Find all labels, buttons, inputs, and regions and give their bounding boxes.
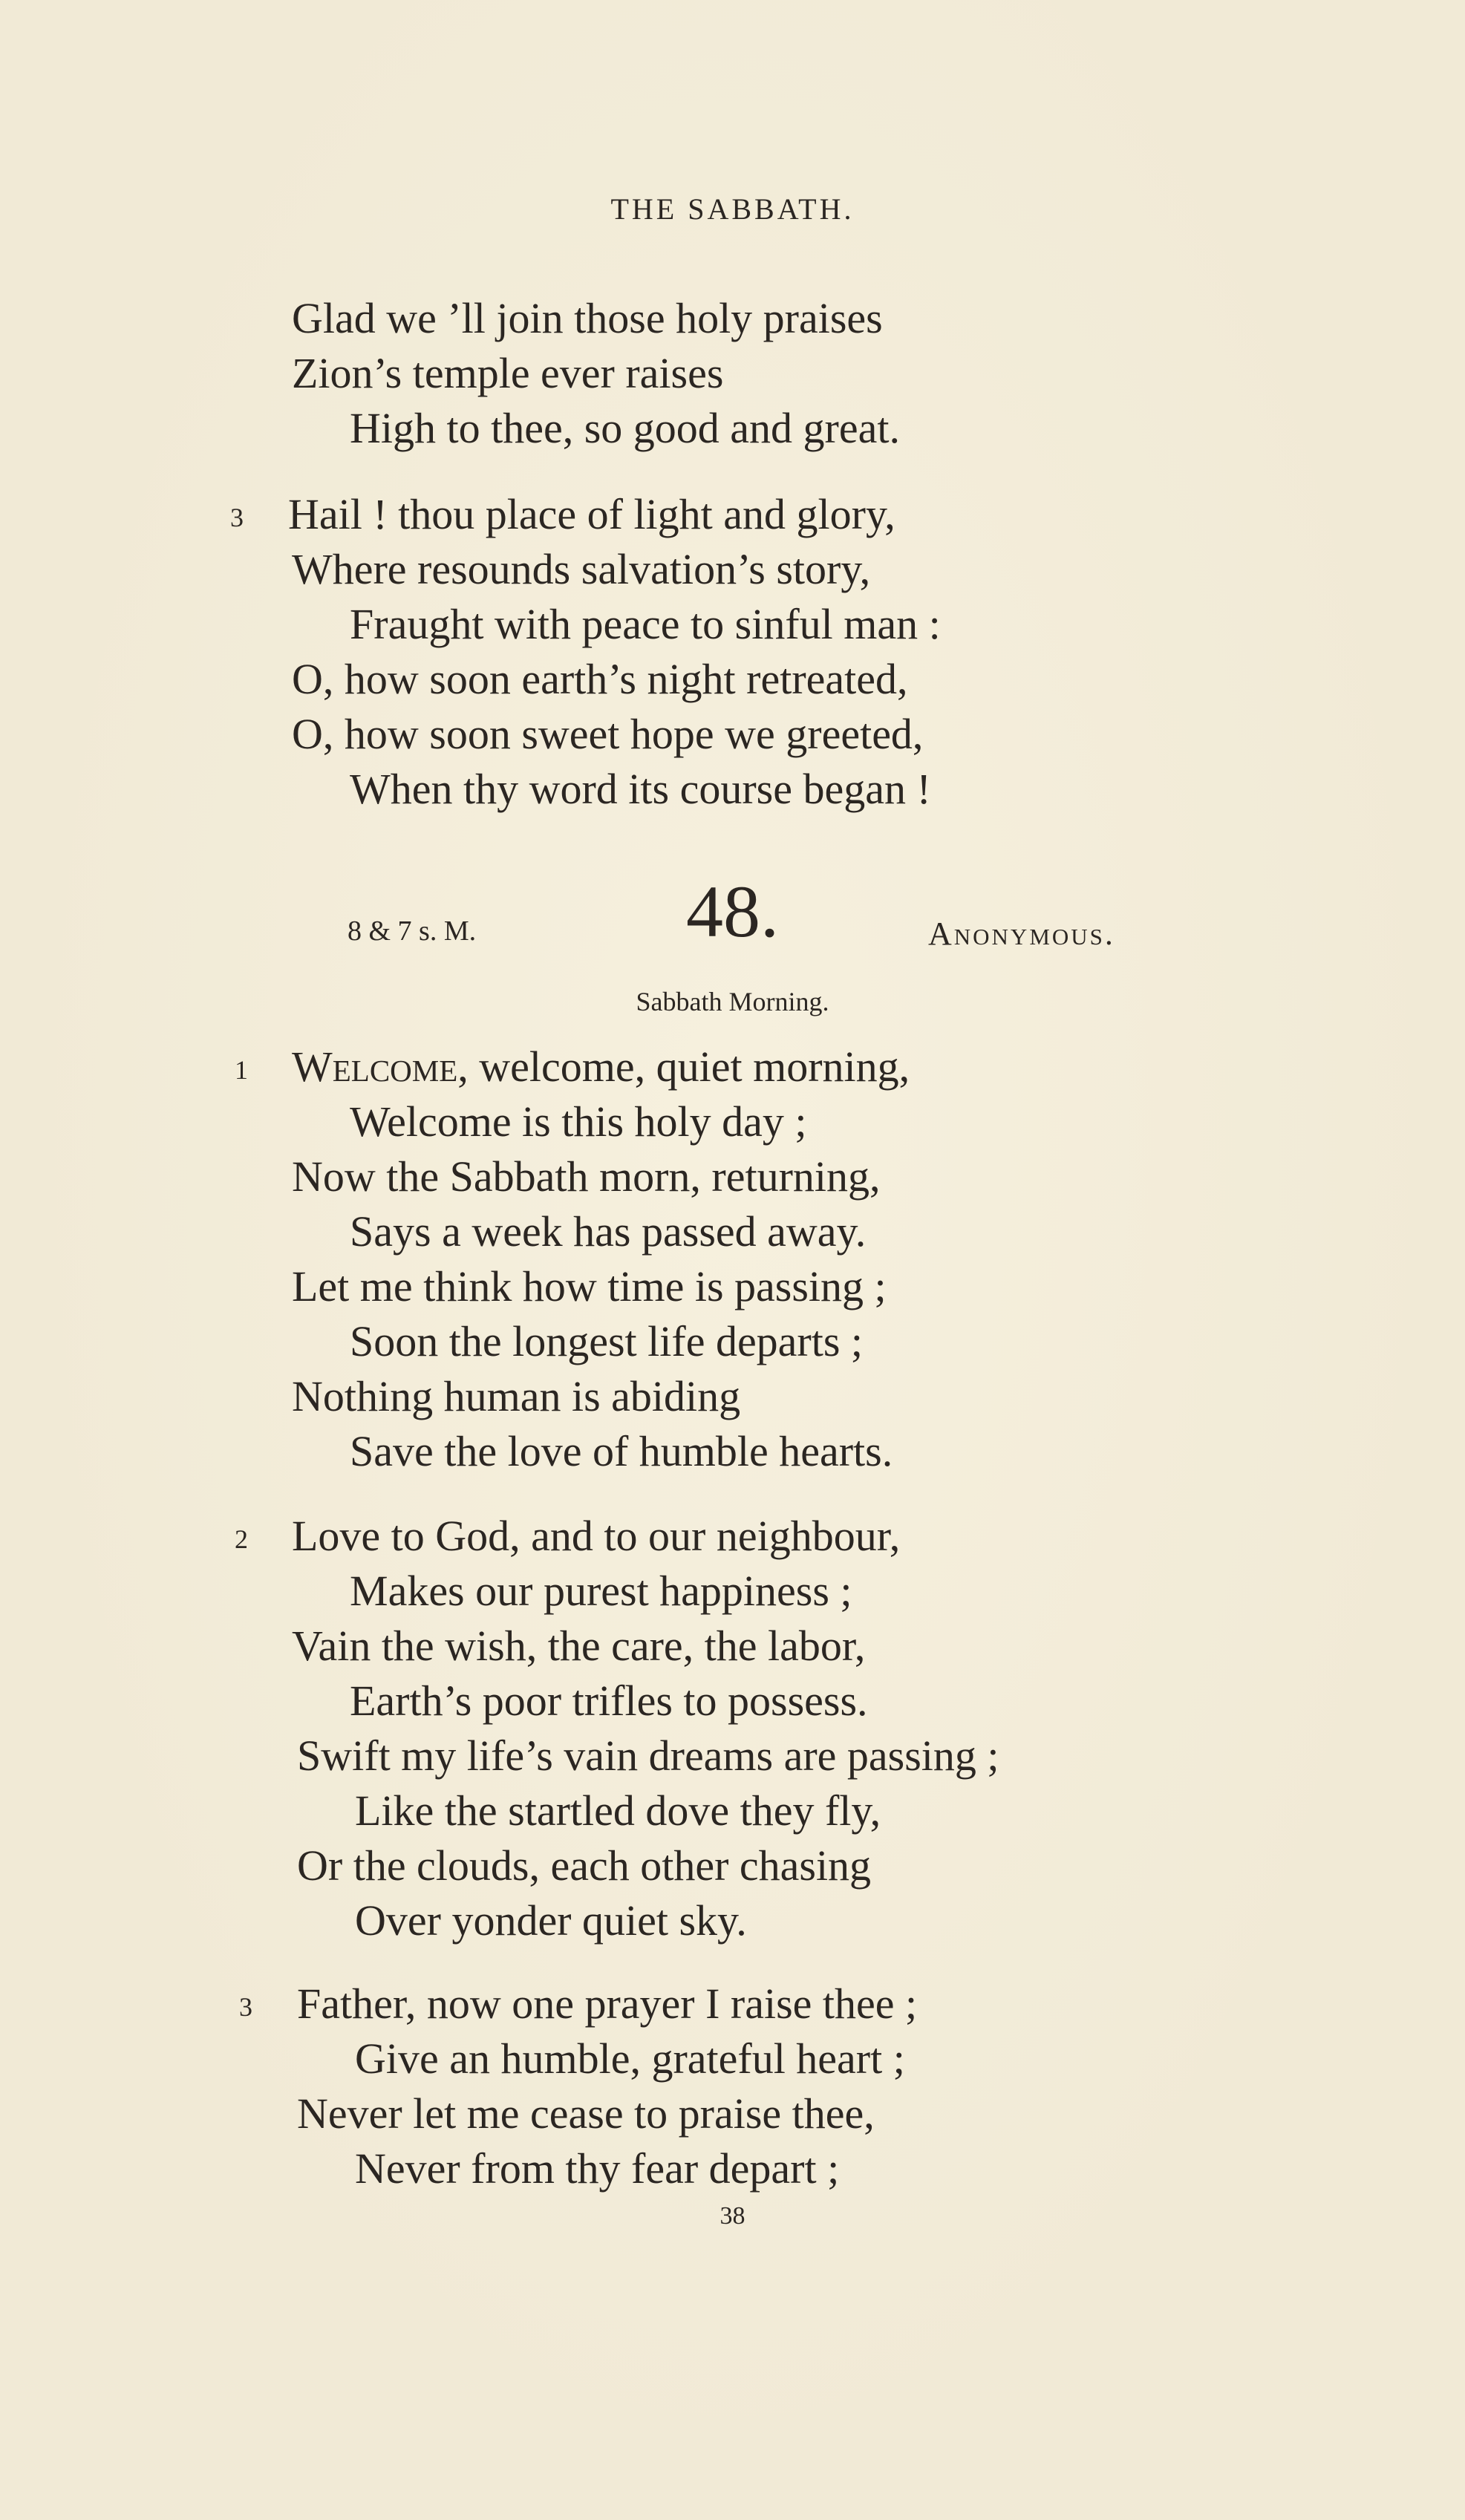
hymn-number: 48. [686, 870, 779, 953]
verse-line: Fraught with peace to sinful man : [350, 600, 941, 648]
verse-line: O, how soon earth’s night retreated, [292, 655, 908, 703]
verse-line: Vain the wish, the care, the labor, [292, 1622, 866, 1670]
stanza-number: 3 [230, 503, 244, 532]
verse-line: Never let me cease to praise thee, [297, 2089, 875, 2138]
verse-line: Where resounds salvation’s story, [292, 545, 871, 593]
hymn-author: Anonymous. [928, 915, 1115, 952]
hymn-subtitle: Sabbath Morning. [636, 987, 829, 1016]
verse-line: O, how soon sweet hope we greeted, [292, 710, 924, 758]
verse-line: Swift my life’s vain dreams are passing ; [297, 1731, 999, 1780]
stanza-number: 1 [235, 1055, 248, 1085]
verse-line: Over yonder quiet sky. [355, 1896, 747, 1945]
verse-line-first [292, 1039, 910, 1094]
stanza-number: 3 [239, 1992, 252, 2022]
verse-line: Never from thy fear depart ; [355, 2144, 840, 2193]
verse-line: Or the clouds, each other chasing [297, 1841, 872, 1890]
verse-line: Save the love of humble hearts. [350, 1427, 893, 1475]
verse-line-rest: welcome, quiet morning, [468, 1042, 910, 1091]
verse-line: When thy word its course began ! [350, 765, 931, 813]
verse-line: Says a week has passed away. [350, 1207, 867, 1256]
verse-line: Now the Sabbath morn, returning, [292, 1152, 881, 1201]
verse-line: Love to God, and to our neighbour, [292, 1512, 901, 1560]
verse-line: Zion’s temple ever raises [292, 349, 724, 397]
verse-line: Makes our purest happiness ; [350, 1567, 852, 1615]
verse-line: Glad we ’ll join those holy praises [292, 294, 883, 342]
verse-line: Let me think how time is passing ; [292, 1262, 887, 1310]
running-head: THE SABBATH. [610, 192, 855, 226]
verse-line: Soon the longest life departs ; [350, 1317, 864, 1365]
verse-first-word: Welcome, [292, 1042, 469, 1091]
hymn-meter: 8 & 7 s. M. [348, 915, 477, 947]
verse-line: High to thee, so good and great. [350, 404, 900, 452]
verse-line: Hail ! thou place of light and glory, [288, 490, 895, 538]
verse-line: Nothing human is abiding [292, 1372, 741, 1420]
verse-line: Welcome is this holy day ; [350, 1097, 807, 1146]
verse-line: Earth’s poor trifles to possess. [350, 1677, 868, 1725]
verse-line: Father, now one prayer I raise thee ; [297, 1979, 918, 2028]
stanza-number: 2 [235, 1524, 248, 1554]
verse-line: Like the startled dove they fly, [355, 1786, 881, 1835]
page-number: 38 [720, 2202, 745, 2230]
verse-line: Give an humble, grateful heart ; [355, 2034, 905, 2083]
